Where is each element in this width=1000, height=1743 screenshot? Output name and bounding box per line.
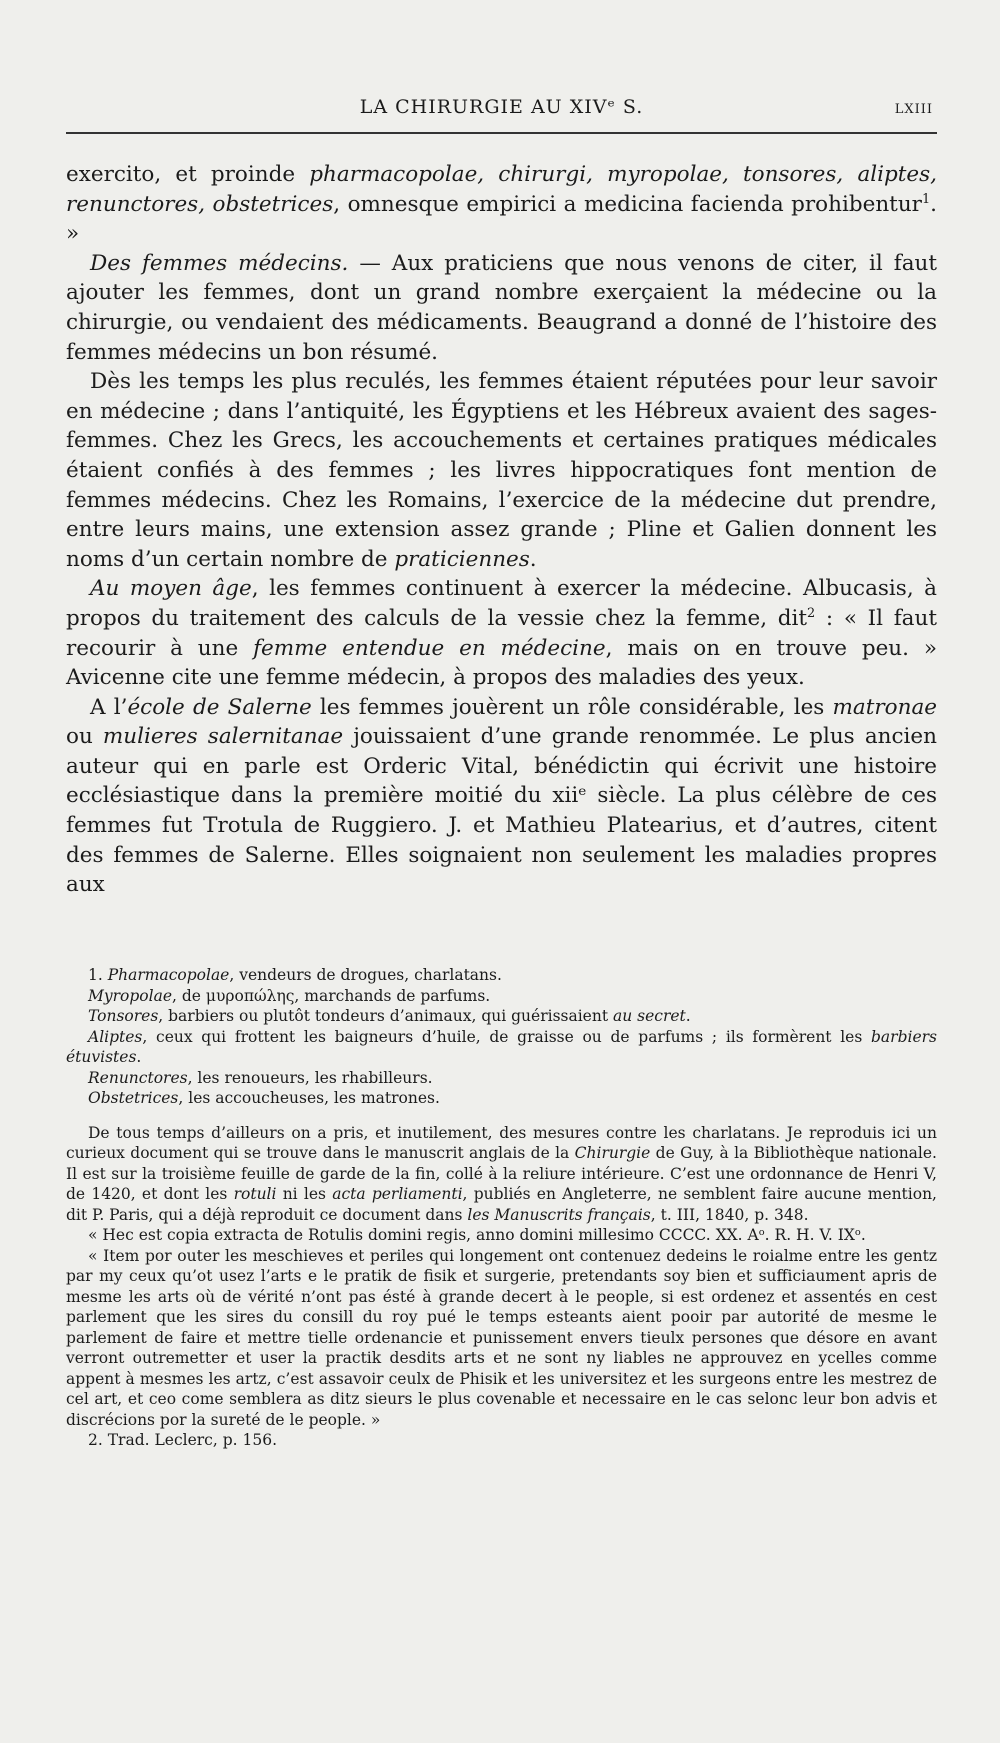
text-run: , mais on en trouve peu. » Avicenne cite une femme médecin, à propos des maladies des yeux. <box>66 635 937 691</box>
footnote-1-line <box>66 1006 937 1027</box>
footnote-1-line <box>66 1027 937 1068</box>
footnote-ref[interactable]: 1 <box>921 191 931 207</box>
text-run: exercito, et proinde <box>66 162 310 187</box>
paragraph-continuation <box>66 160 937 249</box>
italic-run: Au moyen âge <box>90 576 252 602</box>
text-run: les femmes jouèrent un rôle considérable, les <box>311 694 833 720</box>
italic-run: école de Salerne <box>127 694 312 720</box>
italic-run: pharmacopolae, chirurgi, myropolae, tonsores, aliptes, renunctores, obstetrices <box>66 162 938 217</box>
text-run: A l’ <box>90 694 128 720</box>
paragraph-women-physicians <box>66 249 937 367</box>
footnote-quote-body: « Item por outer les meschieves et periles qui longement ont contenuez dedeins le roialme entre les gentz par my ceux qu’ot usez l’arts e le pratik de fisik et surgerie, pretendants soy bien et sufficiaument apris de mesme les arts où de vérité n’ont pas ésté à grande decert à le people, si est ordenez et assentés en cest parlement que les sires du consill du roy pué le temps esteants aient pooir par autorité de mesme le parlement de faire et mettre tielle ordenancie et punissement envers tieulx persones que désore en avant verront outremetter et user la practik desdits arts et ne sont ny liables ne approuvez en ycelles comme appent à mesmes les artz, c’est assavoir ceulx de Phisik et les universitez et les surgeons entre les mestrez de cel art, et ceo come semblera as ditz sieurs le plus covenable et necessaire en le cas selonc leur bon advis et discrécions por la sureté de le people. » <box>66 1246 937 1429</box>
text-run: De tous temps d’ailleurs on a pris, et inutilement, des mesures contre les charlatans. Je reproduis ici un curieux document qui se trouve dans le manuscrit anglais de la <box>66 1123 937 1162</box>
italic-run: Aliptes <box>88 1027 143 1046</box>
footnotes <box>66 965 937 1451</box>
footnote-1 <box>66 965 937 986</box>
section-heading: Des femmes médecins. <box>90 250 349 276</box>
paragraph-middle-ages <box>66 574 937 692</box>
italic-run: mulieres salernitanae <box>102 724 344 750</box>
text-run: ni les <box>276 1185 333 1203</box>
running-head <box>66 96 937 134</box>
text-run: . <box>136 1048 142 1066</box>
italic-run: acta perliamenti <box>332 1185 463 1203</box>
italic-run: barbiers étuvistes <box>66 1027 937 1066</box>
italic-run: Obstetrices <box>88 1089 179 1107</box>
text-run: , les accoucheuses, les matrones. <box>178 1089 440 1107</box>
footnote-1-line <box>66 1088 937 1109</box>
footnote-number: 1. <box>88 966 108 984</box>
italic-run: praticiennes <box>394 546 530 572</box>
text-run: jouissaient d’une grande renommée. Le plus ancien auteur qui en parle est Orderic Vital, bénédictin qui écrivit une histoire ecclésiastique dans la première moitié du xiiᵉ siècle. La plus célèbre de ces femmes fut Trotula de Ruggiero. J. et Mathieu Platearius, et d’autres, citent des femmes de Salerne. Elles soignaient non seulement les maladies propres aux <box>66 724 937 898</box>
italic-run: Chirurgie <box>574 1144 651 1162</box>
main-text <box>66 160 937 900</box>
running-title: LA CHIRURGIE AU XIVᵉ S. <box>359 96 644 118</box>
paragraph-antiquity <box>66 367 937 574</box>
text-run: , omnesque empirici a medicina facienda prohibentur <box>333 191 922 217</box>
text-run: de Guy, à la Bibliothèque nationale. Il est sur la troisième feuille de garde de la fin, collé à la reliure intérieure. C’est une ordonnance de Henri V, de 1420, et dont les <box>66 1144 937 1203</box>
text-run: , ceux qui frottent les baigneurs d’huile, de graisse ou de parfums ; ils formèrent les <box>142 1027 871 1046</box>
text-run: Dès les temps les plus reculés, les femmes étaient réputées pour leur savoir en médecine ; dans l’antiquité, les Égyptiens et les Hébreux avaient des sages-femmes. Chez les Grecs, les accouchements et certaines pratiques médicales étaient confiés à des femmes ; les livres hippocratiques font mention de femmes médecins. Chez les Romains, l’exercice de la médecine dut prendre, entre leurs mains, une extension assez grande ; Pline et Galien donnent les noms d’un certain nombre de <box>66 369 937 572</box>
paragraph-salerno <box>66 693 937 900</box>
footnote-paragraph <box>66 1123 937 1226</box>
italic-run: Pharmacopolae <box>107 966 230 984</box>
italic-run: Myropolae <box>88 986 172 1005</box>
footnote-quote-heading: « Hec est copia extracta de Rotulis domini regis, anno domini millesimo CCCC. XX. Aᵒ. R. H. V. IXᵒ. <box>88 1226 866 1244</box>
text-run: . <box>529 546 537 572</box>
page-number: LXIII <box>894 102 933 117</box>
italic-run: au secret <box>612 1007 686 1025</box>
text-run: : « Il faut recourir à une <box>66 605 937 661</box>
text-run: , les femmes continuent à exercer la médecine. Albucasis, à propos du traitement des calculs de la vessie chez la femme, dit <box>66 576 937 631</box>
text-run: , vendeurs de drogues, charlatans. <box>229 966 502 984</box>
footnote-1-line <box>66 986 937 1007</box>
text-run: , de μυροπώλης, marchands de parfums. <box>172 986 491 1005</box>
text-run: . <box>685 1007 691 1025</box>
footnote-2: 2. Trad. Leclerc, p. 156. <box>88 1431 277 1449</box>
italic-run: Tonsores <box>88 1007 159 1025</box>
text-run: , barbiers ou plutôt tondeurs d’animaux, qui guérissaient <box>158 1007 613 1025</box>
text-run: , publiés en Angleterre, ne semblent faire aucune mention, dit P. Paris, qui a déjà reproduit ce document dans <box>66 1185 937 1224</box>
italic-run: femme entendue en médecine <box>253 635 606 661</box>
text-run: . » <box>66 191 937 247</box>
text-run: — Aux praticiens que nous venons de citer, il faut ajouter les femmes, dont un grand nombre exerçaient la médecine ou la chirurgie, ou vendaient des médicaments. Beaugrand a donné de l’histoire des femmes médecins un bon résumé. <box>66 250 937 365</box>
footnote-1-line <box>66 1068 937 1089</box>
italic-run: Renunctores <box>88 1068 188 1087</box>
italic-run: les Manuscrits français <box>467 1205 651 1224</box>
text-run: , les renoueurs, les rhabilleurs. <box>187 1068 433 1087</box>
italic-run: rotuli <box>233 1185 277 1203</box>
text-run: , t. III, 1840, p. 348. <box>650 1205 809 1224</box>
text-run: ou <box>66 724 103 750</box>
spacer <box>66 1109 937 1123</box>
italic-run: matronae <box>832 694 937 720</box>
footnote-ref[interactable]: 2 <box>807 605 816 621</box>
